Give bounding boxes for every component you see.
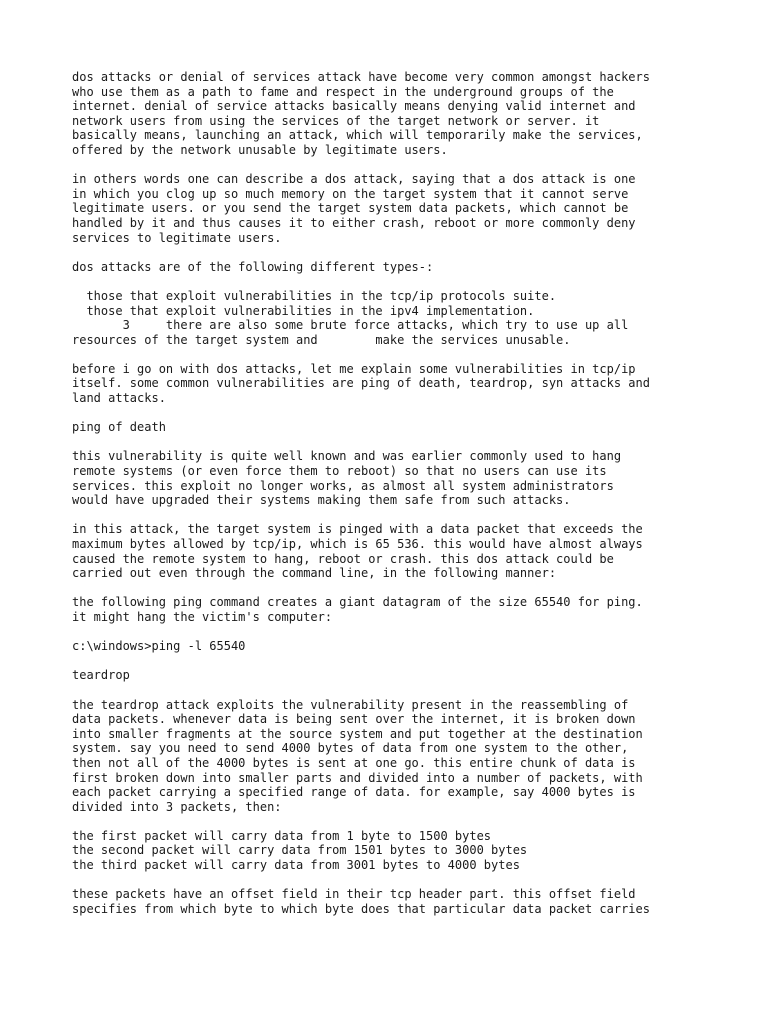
text-line: those that exploit vulnerabilities in the tcp/ip protocols suite. xyxy=(72,288,557,303)
text-line: would have upgraded their systems making them safe from such attacks. xyxy=(72,493,571,508)
text-line: data packets. whenever data is being sent over the internet, it is broken down xyxy=(72,712,636,727)
paragraph-pod-1 xyxy=(72,449,712,507)
text-line: carried out even through the command line, in the following manner: xyxy=(72,566,557,581)
text-line: offered by the network unusable by legitimate users. xyxy=(72,142,448,157)
text-line: this vulnerability is quite well known and was earlier commonly used to hang xyxy=(72,449,622,464)
paragraph-intro xyxy=(72,70,712,158)
paragraph-types-list xyxy=(72,289,712,347)
text-line: then not all of the 4000 bytes is sent at one go. this entire chunk of data is xyxy=(72,755,636,770)
paragraph-pod-cmd xyxy=(72,639,712,654)
text-line: each packet carrying a specified range of data. for example, say 4000 bytes is xyxy=(72,785,636,800)
text-line: those that exploit vulnerabilities in the ipv4 implementation. xyxy=(72,303,535,318)
text-line: remote systems (or even force them to reboot) so that no users can use its xyxy=(72,464,607,479)
text-line: internet. denial of service attacks basically means denying valid internet and xyxy=(72,99,636,114)
text-line: in this attack, the target system is pinged with a data packet that exceeds the xyxy=(72,522,643,537)
text-line: dos attacks or denial of services attack have become very common amongst hackers xyxy=(72,70,650,84)
text-line: dos attacks are of the following different types-: xyxy=(72,259,434,274)
text-line: these packets have an offset field in their tcp header part. this offset field xyxy=(72,887,636,902)
paragraph-teardrop-2 xyxy=(72,887,712,916)
text-line: the third packet will carry data from 3001 bytes to 4000 bytes xyxy=(72,858,520,873)
text-line: in others words one can describe a dos attack, saying that a dos attack is one xyxy=(72,172,636,187)
paragraph-pod-3 xyxy=(72,595,712,624)
text-line: ping of death xyxy=(72,420,166,435)
text-line: specifies from which byte to which byte does that particular data packet carries xyxy=(72,901,650,916)
text-line: who use them as a path to fame and respect in the underground groups of the xyxy=(72,84,614,99)
text-line: in which you clog up so much memory on the target system that it cannot serve xyxy=(72,186,629,201)
text-line: legitimate users. or you send the target system data packets, which cannot be xyxy=(72,201,629,216)
paragraph-types-heading xyxy=(72,260,712,275)
paragraph-teardrop-1 xyxy=(72,698,712,815)
paragraph-describe xyxy=(72,172,712,245)
text-line: handled by it and thus causes it to either crash, reboot or more commonly deny xyxy=(72,215,636,230)
text-line: caused the remote system to hang, reboot or crash. this dos attack could be xyxy=(72,551,614,566)
text-line: network users from using the services of the target network or server. it xyxy=(72,113,600,128)
text-line: services to legitimate users. xyxy=(72,230,282,245)
text-line: the first packet will carry data from 1 byte to 1500 bytes xyxy=(72,828,492,843)
text-line: the teardrop attack exploits the vulnerability present in the reassembling of xyxy=(72,697,629,712)
text-line: first broken down into smaller parts and divided into a number of packets, with xyxy=(72,770,643,785)
text-line: the following ping command creates a giant datagram of the size 65540 for ping. xyxy=(72,595,643,610)
paragraph-pod-2 xyxy=(72,522,712,580)
text-line: c:\windows>ping -l 65540 xyxy=(72,639,246,654)
text-line: the second packet will carry data from 1501 bytes to 3000 bytes xyxy=(72,843,528,858)
text-line: it might hang the victim's computer: xyxy=(72,609,333,624)
text-line: itself. some common vulnerabilities are ping of death, teardrop, syn attacks and xyxy=(72,376,650,391)
text-line: services. this exploit no longer works, as almost all system administrators xyxy=(72,478,614,493)
text-line: 3 there are also some brute force attacks, which try to use up all xyxy=(72,318,629,333)
text-line: before i go on with dos attacks, let me explain some vulnerabilities in tcp/ip xyxy=(72,361,636,376)
text-line: into smaller fragments at the source system and put together at the destination xyxy=(72,726,643,741)
text-line: teardrop xyxy=(72,668,130,683)
text-line: resources of the target system and make the services unusable. xyxy=(72,332,571,347)
paragraph-teardrop-packets xyxy=(72,829,712,873)
text-line: divided into 3 packets, then: xyxy=(72,799,282,814)
text-line: land attacks. xyxy=(72,391,166,406)
text-line: system. say you need to send 4000 bytes of data from one system to the other, xyxy=(72,741,629,756)
paragraph-before xyxy=(72,362,712,406)
document-body xyxy=(72,70,712,931)
paragraph-teardrop-heading xyxy=(72,668,712,683)
paragraph-pod-heading xyxy=(72,420,712,435)
text-line: maximum bytes allowed by tcp/ip, which is 65 536. this would have almost always xyxy=(72,537,643,551)
text-line: basically means, launching an attack, which will temporarily make the services, xyxy=(72,128,643,143)
